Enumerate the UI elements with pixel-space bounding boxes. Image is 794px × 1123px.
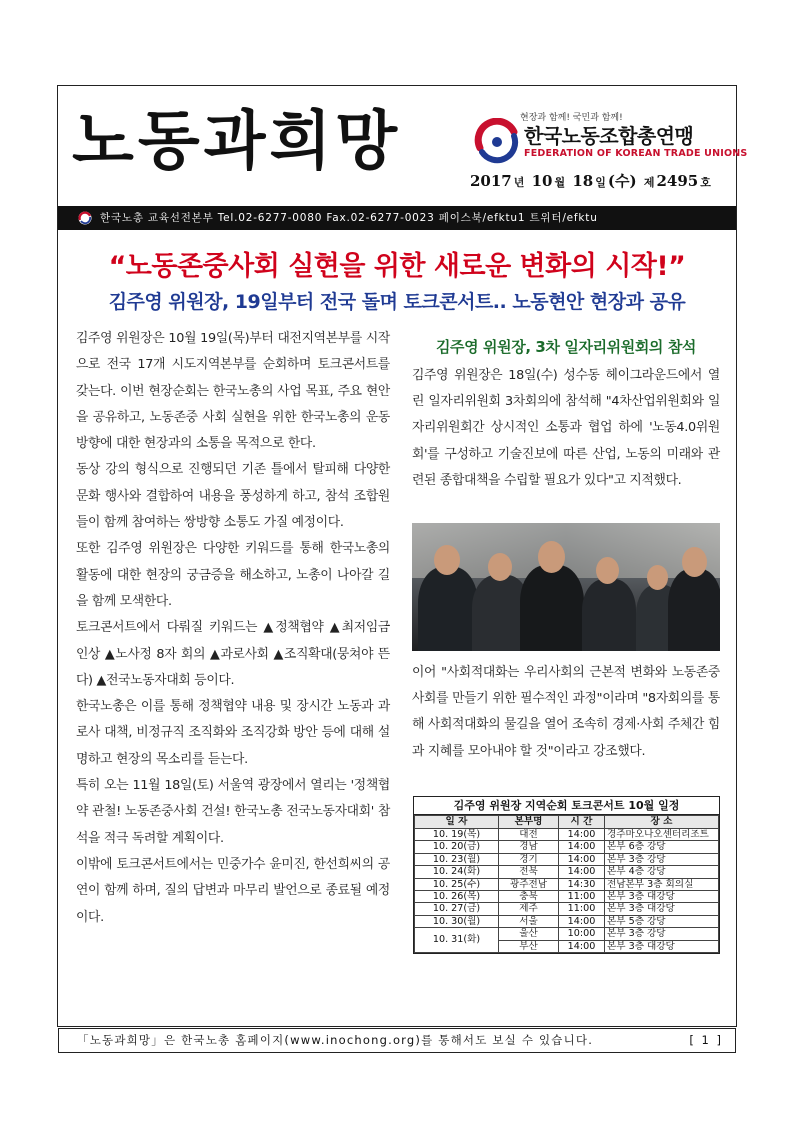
right-paragraph-1: 김주영 위원장은 18일(수) 성수동 헤이그라운드에서 열린 일자리위원회 3차회의에 참석해 "4차산업위원회와 일자리위원회간 상시적인 소통과 협업 하에 '노동4.0위원회'를 구성하고 기술진보에 따른 산업, 노동의 미래와 관련된 종합대책을 수립할 필요가 있다"고 지적했다.	[412, 368, 720, 488]
fktu-logo-icon	[474, 118, 520, 164]
footer-text: 「노동과희망」은 한국노총 홈페이지(www.inochong.org)를 통해서도 보실 수 있습니다.	[77, 1033, 594, 1047]
header-place: 장 소	[605, 816, 719, 829]
row-place: 본부 3층 대강당	[605, 940, 719, 952]
row-place: 전남본부 3층 회의실	[605, 878, 719, 890]
issue-year: 2017	[470, 172, 512, 190]
issue-weekday: (수)	[607, 172, 637, 190]
table-row	[415, 866, 719, 878]
row-region: 전북	[499, 866, 559, 878]
left-column	[76, 326, 390, 931]
masthead-title: 노동과희망	[72, 104, 402, 179]
row-date: 10. 30(월)	[415, 915, 499, 927]
row-time: 10:00	[559, 928, 605, 940]
row-region: 제주	[499, 903, 559, 915]
news-photo	[412, 523, 720, 651]
row-place: 경주마오나오센터리조트	[605, 829, 719, 841]
row-place: 본부 3층 대강당	[605, 903, 719, 915]
row-date: 10. 20(금)	[415, 841, 499, 853]
row-date: 10. 23(월)	[415, 853, 499, 865]
row-region: 대전	[499, 829, 559, 841]
row-place: 본부 3층 강당	[605, 928, 719, 940]
left-paragraph-5: 한국노총은 이를 통해 정책협약 내용 및 장시간 노동과 과로사 대책, 비정규직 조직화와 조직강화 방안 등에 대해 설명하고 현장의 목소리를 듣는다.	[76, 699, 390, 767]
row-place: 본부 5층 강당	[605, 915, 719, 927]
table-row	[415, 903, 719, 915]
row-date: 10. 31(화)	[415, 928, 499, 953]
row-time: 14:00	[559, 940, 605, 952]
org-name-english: FEDERATION OF KOREAN TRADE UNIONS	[524, 148, 748, 159]
page-footer	[58, 1028, 736, 1053]
left-paragraph-4: 토크콘서트에서 다뤄질 키워드는 ▲정책협약 ▲최저임금 인상 ▲노사정 8자 회의 ▲과로사회 ▲조직확대(뭉쳐야 뜬다) ▲전국노동자대회 등이다.	[76, 620, 390, 688]
row-region: 광주전남	[499, 878, 559, 890]
issue-number-prefix: 제	[643, 176, 655, 189]
row-place: 본부 3층 강당	[605, 853, 719, 865]
row-time: 14:00	[559, 829, 605, 841]
header-date: 일 자	[415, 816, 499, 829]
left-paragraph-6: 특히 오는 11월 18일(토) 서울역 광장에서 열리는 '정책협약 관철! 노동존중사회 건설! 한국노총 전국노동자대회' 참석을 적극 독려할 계획이다.	[76, 778, 390, 846]
table-row	[415, 853, 719, 865]
table-row	[415, 928, 719, 940]
row-region: 울산	[499, 928, 559, 940]
right-column	[412, 336, 720, 494]
row-region: 경남	[499, 841, 559, 853]
table-row	[415, 829, 719, 841]
org-tagline: 현장과 함께! 국민과 함께!	[520, 113, 623, 123]
page-number: [ 1 ]	[689, 1033, 723, 1047]
issue-day-unit: 일	[595, 176, 606, 189]
article-subheadline: 김주영 위원장, 19일부터 전국 돌며 토크콘서트.. 노동현안 현장과 공유	[108, 291, 686, 313]
left-paragraph-1: 김주영 위원장은 10월 19일(목)부터 대전지역본부를 시작으로 전국 17개 시도지역본부를 순회하며 토크콘서트를 갖는다. 이번 현장순회는 한국노총의 사업 목표, 주요 현안을 공유하고, 노동존중 사회 실현을 위한 한국노총의 운동방향에 대한 현장과의 소통을 목적으로 한다.	[76, 331, 390, 452]
row-place: 본부 6층 강당	[605, 841, 719, 853]
contact-info-text: 한국노총 교육선전본부 Tel.02-6277-0080 Fax.02-6277-0023 페이스북/efktu1 트위터/efktu	[100, 212, 598, 224]
org-name: 한국노동조합총연맹	[524, 124, 694, 148]
header-region: 본부명	[499, 816, 559, 829]
row-time: 14:00	[559, 853, 605, 865]
schedule-table	[413, 796, 720, 954]
left-paragraph-2: 동상 강의 형식으로 진행되던 기존 틀에서 탈피해 다양한 문화 행사와 결합하여 내용을 풍성하게 하고, 참석 조합원들이 함께 참여하는 쌍방향 소통도 가질 예정이다.	[76, 462, 390, 531]
table-row	[415, 915, 719, 927]
contact-info-bar	[58, 206, 736, 230]
after-photo-paragraph-1: 이어 "사회적대화는 우리사회의 근본적 변화와 노동존중사회를 만들기 위한 필수적인 과정"이라며 "8자회의를 통해 사회적대화의 물길을 열어 조속히 경제·사회 주체간 힘과 지혜를 모아내야 할 것"이라고 강조했다.	[412, 665, 720, 759]
row-region: 부산	[499, 940, 559, 952]
issue-date	[470, 170, 713, 191]
row-date: 10. 26(목)	[415, 891, 499, 903]
row-place: 본부 4층 강당	[605, 866, 719, 878]
schedule-caption: 김주영 위원장 지역순회 토크콘서트 10월 일정	[414, 797, 719, 815]
row-date: 10. 27(금)	[415, 903, 499, 915]
row-time: 14:00	[559, 915, 605, 927]
right-section-title: 김주영 위원장, 3차 일자리위원회의 참석	[435, 338, 697, 356]
row-date: 10. 25(수)	[415, 878, 499, 890]
table-row	[415, 878, 719, 890]
row-date: 10. 19(목)	[415, 829, 499, 841]
table-row	[415, 841, 719, 853]
row-time: 11:00	[559, 891, 605, 903]
row-region: 경기	[499, 853, 559, 865]
issue-month-unit: 월	[554, 176, 566, 189]
schedule-header-row	[415, 816, 719, 829]
article-headline: “노동존중사회 실현을 위한 새로운 변화의 시작!”	[108, 251, 686, 282]
row-time: 14:00	[559, 866, 605, 878]
issue-month: 10	[531, 172, 553, 190]
issue-number-suffix: 호	[700, 176, 711, 189]
row-region: 충북	[499, 891, 559, 903]
issue-year-unit: 년	[513, 176, 525, 189]
left-paragraph-3: 또한 김주영 위원장은 다양한 키워드를 통해 한국노총의 활동에 대한 현장의 궁금증을 해소하고, 노총이 나아갈 길을 함께 모색한다.	[76, 541, 390, 609]
table-row	[415, 891, 719, 903]
row-time: 14:00	[559, 841, 605, 853]
header-time: 시 간	[559, 816, 605, 829]
after-photo-text	[412, 660, 720, 765]
row-place: 본부 3층 대강당	[605, 891, 719, 903]
left-paragraph-7: 이밖에 토크콘서트에서는 민중가수 윤미진, 한선희씨의 공연이 함께 하며, 질의 답변과 마무리 발언으로 종료될 예정이다.	[76, 856, 390, 925]
issue-day: 18	[572, 172, 594, 190]
fktu-small-logo-icon	[78, 211, 92, 225]
row-date: 10. 24(화)	[415, 866, 499, 878]
row-time: 11:00	[559, 903, 605, 915]
row-time: 14:30	[559, 878, 605, 890]
issue-number: 2495	[656, 172, 699, 190]
row-region: 서울	[499, 915, 559, 927]
